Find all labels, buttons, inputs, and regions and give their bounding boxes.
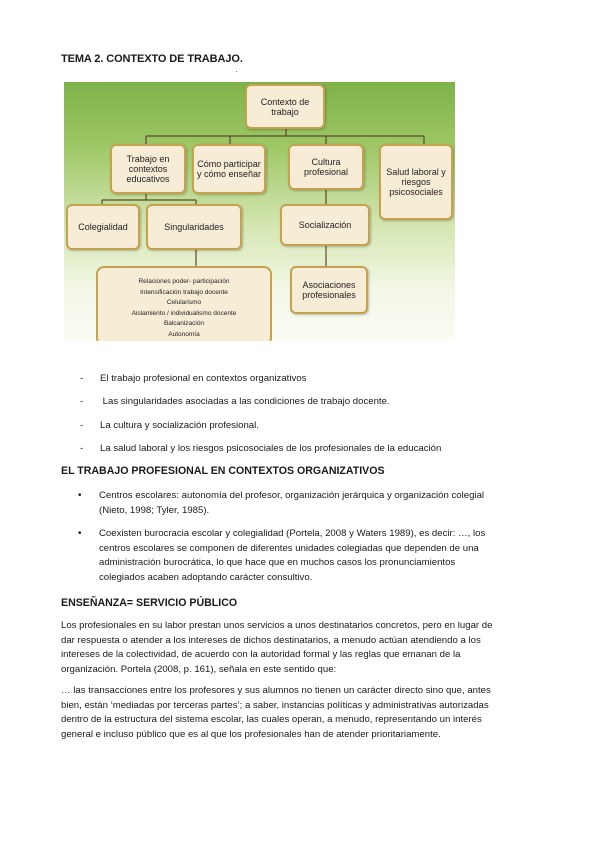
- section-heading-trabajo: EL TRABAJO PROFESIONAL EN CONTEXTOS ORGANIZATIVOS: [61, 465, 385, 477]
- node-socializacion-label: Socialización: [298, 220, 352, 230]
- node-trabajo-label: Trabajo en contextos educativos: [126, 154, 170, 184]
- node-colegialidad: [66, 204, 140, 250]
- topic-text: El trabajo profesional en contextos organizativos: [100, 373, 307, 384]
- node-trabajo-contextos: [110, 144, 186, 194]
- topic-text: La cultura y socialización profesional.: [100, 420, 259, 431]
- singularidad-item: Autonomía: [168, 330, 200, 338]
- node-como-participar: [192, 144, 266, 194]
- singularidad-item: Celularismo: [166, 299, 202, 306]
- node-asociaciones-label: Asociaciones profesionales: [302, 280, 356, 300]
- bullet-text: Centros escolares: autonomía del profesor, organización jerárquica y organización colegial (Nieto, 1998; Tyler, 1985).: [99, 490, 485, 516]
- stray-mark: ·: [235, 66, 238, 76]
- node-colegialidad-label: Colegialidad: [78, 222, 128, 232]
- topic-text: La salud laboral y los riesgos psicosociales de los profesionales de la educación: [100, 443, 442, 454]
- section-heading-ensenanza: ENSEÑANZA= SERVICIO PÚBLICO: [61, 597, 238, 609]
- node-socializacion: [280, 204, 370, 246]
- bullet-marker: •: [78, 528, 82, 539]
- paragraph-servicio-publico: Los profesionales en su labor prestan unos servicios a unos destinatarios concretos, pero en lugar de dar respuesta o atender a los intereses de dichos destinatarios, a menudo actúan atendiendo a los intereses de la colectividad, de acuerdo con la autoridad formal y las reglas que emanan de la organización. Portela (2008, p. 161), señala en este sentido que:: [61, 620, 493, 676]
- singularidades-list-box: [96, 266, 272, 341]
- node-cultura-label: Cultura profesional: [303, 157, 349, 177]
- node-singularidades: [146, 204, 242, 250]
- node-singularidades-label: Singularidades: [164, 222, 224, 232]
- dash-marker: -: [80, 420, 84, 431]
- node-root: [245, 84, 325, 129]
- bullet-text: Coexisten burocracia escolar y colegialidad (Portela, 2008 y Waters 1989), es decir: …, los centros escolares se componen de diferentes unidades colegiadas que dependen de una administración burocrática, lo que hace que en muchos casos los pronunciamientos colegiados acaben adoptando carácter consultivo.: [99, 528, 486, 583]
- concept-map-diagram: [64, 82, 455, 341]
- page-title: TEMA 2. CONTEXTO DE TRABAJO.: [61, 53, 243, 65]
- paragraph-quote-portela: … las transacciones entre los profesores y sus alumnos no tienen un carácter directo sino que, antes bien, están ‘mediadas por terceras partes’; a saber, instancias políticas y administrativas autorizadas dentro de la estructura del sistema escolar, las cuales operan, a menudo, representando un interés general e incluso público que es al que los profesionales han de atender prioritariamente.: [61, 685, 491, 741]
- node-como-label: Cómo participar y cómo enseñar: [196, 159, 262, 179]
- topic-text: Las singularidades asociadas a las condiciones de trabajo docente.: [100, 396, 390, 407]
- bullet-marker: •: [78, 490, 82, 501]
- node-cultura-profesional: [288, 144, 364, 190]
- dash-marker: -: [80, 373, 84, 384]
- node-salud-label: Salud laboral y riesgos psicosociales: [386, 167, 446, 197]
- node-salud-laboral: [379, 144, 453, 220]
- singularidad-item: Aislamiento / individualismo docente: [131, 309, 237, 317]
- dash-marker: -: [80, 396, 84, 407]
- node-root-label: Contexto de trabajo: [260, 96, 310, 117]
- singularidad-item: Balcanización: [163, 320, 205, 327]
- node-asociaciones: [290, 266, 368, 314]
- singularidad-item: Intensificación trabajo docente: [140, 288, 228, 296]
- singularidad-item: Relaciones poder- participación: [138, 278, 230, 285]
- dash-marker: -: [80, 443, 84, 454]
